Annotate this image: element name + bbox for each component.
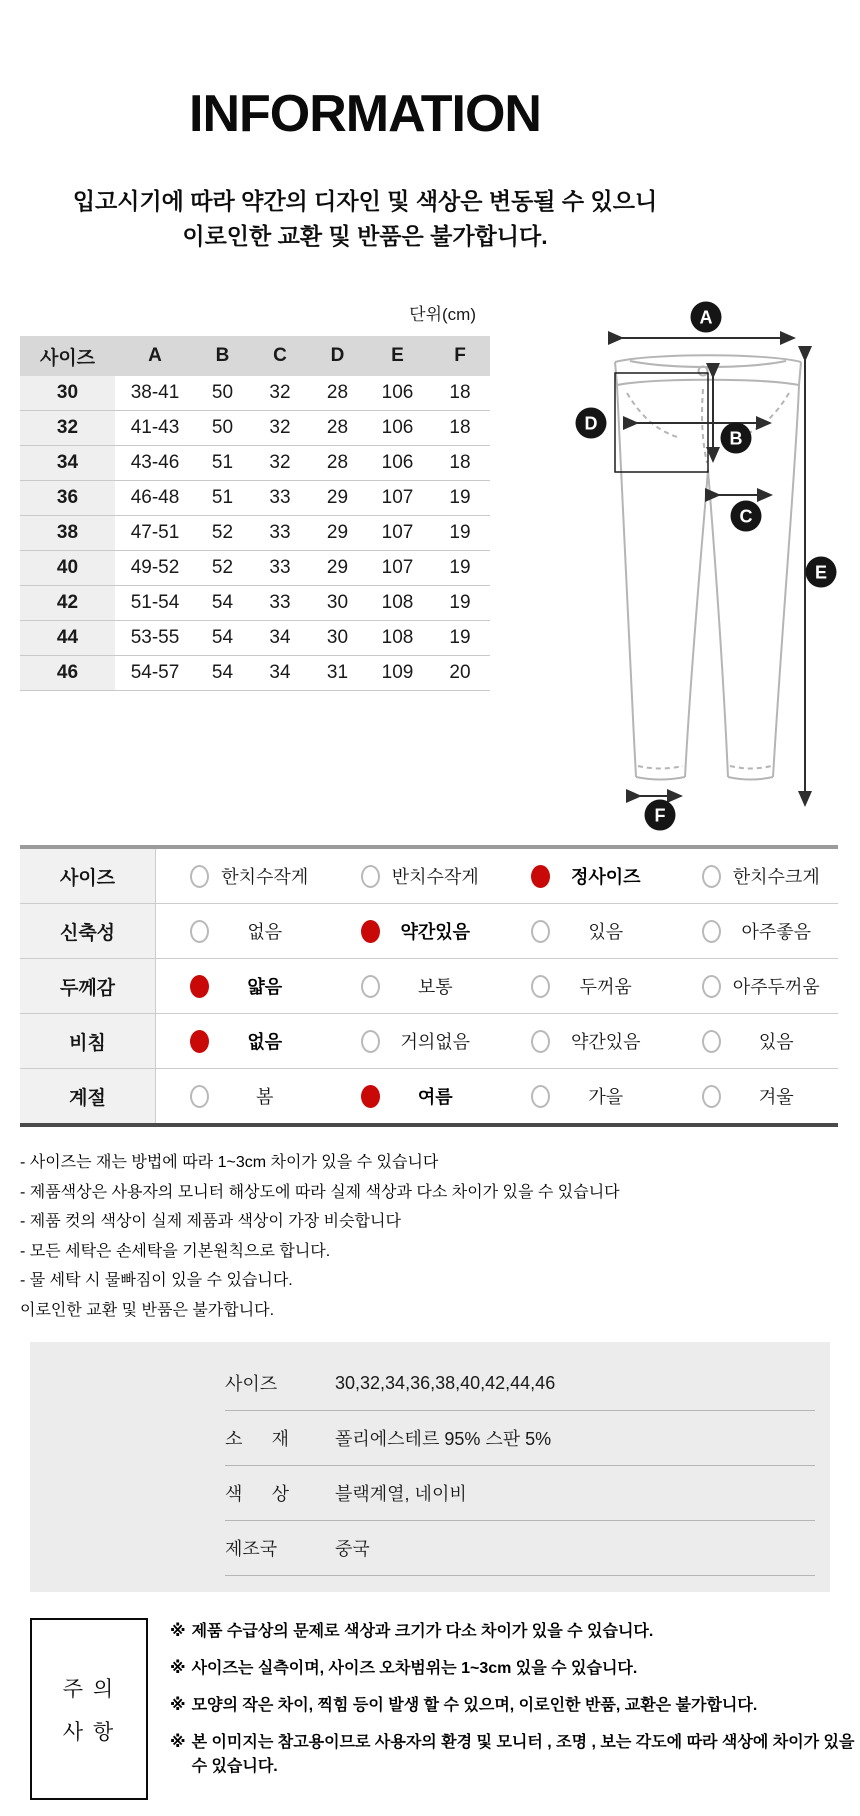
option-label: 약간있음 <box>570 1032 641 1052</box>
radio-option[interactable] <box>668 849 839 903</box>
measure-cell: 54 <box>195 586 250 621</box>
measure-cell: 52 <box>195 516 250 551</box>
radio-icon <box>531 1030 550 1053</box>
measure-cell: 18 <box>430 376 490 411</box>
label-c-icon <box>731 501 762 532</box>
option-label: 아주좋음 <box>741 922 812 942</box>
page-header <box>0 84 730 254</box>
table-row <box>20 411 490 446</box>
table-row <box>20 376 490 411</box>
reference-mark-icon: ※ <box>170 1623 186 1640</box>
size-cell: 40 <box>20 551 115 586</box>
measure-cell: 19 <box>430 481 490 516</box>
note-line: - 물 세탁 시 물빠짐이 있을 수 있습니다. <box>20 1272 293 1289</box>
product-info-rows <box>225 1356 815 1576</box>
radio-icon <box>702 1085 721 1108</box>
svg-text:E: E <box>814 562 828 583</box>
caution-item <box>170 1620 860 1644</box>
measure-cell: 52 <box>195 551 250 586</box>
radio-icon <box>531 1085 550 1108</box>
caution-item-text: 제품 수급상의 문제로 색상과 크기가 다소 차이가 있을 수 있습니다. <box>191 1623 654 1640</box>
table-row <box>20 481 490 516</box>
measure-cell: 33 <box>250 586 310 621</box>
product-info-row <box>225 1411 815 1466</box>
page-title: INFORMATION <box>189 85 541 143</box>
caution-title-line-1: 주 의 <box>62 1677 116 1701</box>
caution-item-text: 본 이미지는 참고용이므로 사용자의 환경 및 모니터 , 조명 , 보는 각도에 따라 색상에 차이가 있을 수 있습니다. <box>191 1734 855 1775</box>
option-label: 가을 <box>588 1087 624 1107</box>
measure-cell: 49-52 <box>115 551 195 586</box>
svg-text:D: D <box>584 413 598 434</box>
radio-icon <box>531 920 550 943</box>
options-group <box>156 1014 838 1068</box>
measure-cell: 51 <box>195 481 250 516</box>
option-label: 여름 <box>417 1087 453 1107</box>
measure-cell: 33 <box>250 481 310 516</box>
radio-selected-icon <box>531 865 550 888</box>
measure-cell: 50 <box>195 376 250 411</box>
svg-text:B: B <box>729 428 743 449</box>
measure-cell: 32 <box>250 376 310 411</box>
note-line: - 모든 세탁은 손세탁을 기본원칙으로 합니다. <box>20 1242 331 1260</box>
size-table-body <box>20 376 490 691</box>
product-info-row <box>225 1521 815 1576</box>
label-a-icon <box>691 302 722 333</box>
attribute-row <box>20 849 838 904</box>
size-column-header: F <box>430 336 490 376</box>
radio-option[interactable] <box>156 1069 327 1123</box>
measure-cell: 53-55 <box>115 621 195 656</box>
option-label: 두꺼움 <box>579 977 632 997</box>
size-column-header: 사이즈 <box>20 336 115 376</box>
measure-cell: 51-54 <box>115 586 195 621</box>
reference-mark-icon: ※ <box>170 1734 186 1751</box>
radio-icon <box>531 975 550 998</box>
radio-selected-icon <box>361 1085 380 1108</box>
attribute-label: 신축성 <box>20 904 156 958</box>
radio-option[interactable] <box>668 904 839 958</box>
measure-cell: 41-43 <box>115 411 195 446</box>
option-label: 보통 <box>417 977 453 997</box>
measure-cell: 106 <box>365 446 430 481</box>
table-row <box>20 551 490 586</box>
label-d-icon <box>576 408 607 439</box>
measure-cell: 43-46 <box>115 446 195 481</box>
table-row <box>20 516 490 551</box>
option-label: 있음 <box>758 1032 794 1052</box>
product-info-row <box>225 1466 815 1521</box>
attribute-row <box>20 904 838 959</box>
measure-cell: 29 <box>310 516 365 551</box>
radio-option[interactable] <box>156 959 327 1013</box>
radio-option[interactable] <box>327 849 498 903</box>
measure-cell: 106 <box>365 376 430 411</box>
option-label: 한치수크게 <box>732 867 820 887</box>
measure-cell: 28 <box>310 376 365 411</box>
radio-icon <box>361 975 380 998</box>
option-label: 없음 <box>247 1032 283 1052</box>
radio-option[interactable] <box>668 1069 839 1123</box>
size-table <box>20 336 490 691</box>
attribute-row <box>20 1069 838 1123</box>
measure-cell: 34 <box>250 656 310 691</box>
measure-cell: 29 <box>310 481 365 516</box>
reference-mark-icon: ※ <box>170 1697 186 1714</box>
radio-option[interactable] <box>668 959 839 1013</box>
subtitle-line-1: 입고시기에 따라 약간의 디자인 및 색상은 변동될 수 있으니 <box>72 188 658 214</box>
option-label: 거의없음 <box>400 1032 471 1052</box>
radio-icon <box>361 865 380 888</box>
product-info-label: 색 상 <box>225 1484 289 1504</box>
label-b-icon <box>721 423 752 454</box>
size-cell: 32 <box>20 411 115 446</box>
product-info-value: 30,32,34,36,38,40,42,44,46 <box>335 1372 556 1393</box>
measure-cell: 30 <box>310 621 365 656</box>
attribute-label: 두께감 <box>20 959 156 1013</box>
attribute-label: 계절 <box>20 1069 156 1123</box>
options-group <box>156 904 838 958</box>
attribute-row <box>20 1014 838 1069</box>
measure-cell: 28 <box>310 446 365 481</box>
page-subtitle <box>0 184 730 254</box>
size-cell: 30 <box>20 376 115 411</box>
measure-cell: 20 <box>430 656 490 691</box>
caution-item <box>170 1694 860 1718</box>
size-column-header: C <box>250 336 310 376</box>
size-cell: 42 <box>20 586 115 621</box>
radio-option[interactable] <box>156 849 327 903</box>
radio-icon <box>190 1085 209 1108</box>
product-info-value: 폴리에스테르 95% 스판 5% <box>335 1429 552 1449</box>
size-cell: 38 <box>20 516 115 551</box>
measure-cell: 107 <box>365 551 430 586</box>
options-group <box>156 1069 838 1123</box>
product-info-value: 중국 <box>335 1539 370 1559</box>
label-f-icon <box>645 800 676 831</box>
subtitle-line-2: 이로인한 교환 및 반품은 불가합니다. <box>182 223 548 249</box>
measure-cell: 18 <box>430 411 490 446</box>
measure-cell: 51 <box>195 446 250 481</box>
unit-label: 단위(cm) <box>409 305 476 324</box>
measure-cell: 33 <box>250 516 310 551</box>
caution-item <box>170 1657 860 1681</box>
size-cell: 44 <box>20 621 115 656</box>
measure-cell: 18 <box>430 446 490 481</box>
measure-cell: 19 <box>430 516 490 551</box>
product-info-label: 사이즈 <box>225 1374 278 1394</box>
radio-option[interactable] <box>497 1014 668 1068</box>
caution-title-line-2: 사 항 <box>62 1720 116 1744</box>
option-label: 약간있음 <box>400 922 471 942</box>
notes-section <box>20 1148 820 1325</box>
note-line: 이로인한 교환 및 반품은 불가합니다. <box>20 1301 275 1319</box>
measure-cell: 19 <box>430 586 490 621</box>
option-label: 한치수작게 <box>221 867 309 887</box>
measure-cell: 107 <box>365 481 430 516</box>
radio-option[interactable] <box>497 959 668 1013</box>
svg-text:C: C <box>739 506 753 527</box>
size-column-header: A <box>115 336 195 376</box>
note-line: - 사이즈는 재는 방법에 따라 1~3cm 차이가 있을 수 있습니다 <box>20 1154 439 1171</box>
radio-icon <box>702 865 721 888</box>
radio-option[interactable] <box>668 1014 839 1068</box>
measure-cell: 32 <box>250 411 310 446</box>
radio-icon <box>190 865 209 888</box>
measure-cell: 46-48 <box>115 481 195 516</box>
table-row <box>20 586 490 621</box>
option-label: 반치수작게 <box>391 867 479 887</box>
caution-list <box>170 1620 860 1792</box>
pants-measurement-diagram <box>490 265 838 835</box>
measure-cell: 107 <box>365 516 430 551</box>
size-table-header-row <box>20 336 490 376</box>
attribute-row <box>20 959 838 1014</box>
attribute-label: 사이즈 <box>20 849 156 903</box>
radio-selected-icon <box>190 1030 209 1053</box>
size-cell: 36 <box>20 481 115 516</box>
option-label: 아주두꺼움 <box>732 977 820 997</box>
measure-cell: 50 <box>195 411 250 446</box>
size-cell: 46 <box>20 656 115 691</box>
option-label: 없음 <box>247 922 283 942</box>
caution-item-text: 모양의 작은 차이, 찍힘 등이 발생 할 수 있으며, 이로인한 반품, 교환은 불가합니다. <box>191 1697 758 1714</box>
product-info-label: 제조국 <box>225 1539 278 1559</box>
radio-option[interactable] <box>156 1014 327 1068</box>
measure-cell: 38-41 <box>115 376 195 411</box>
radio-icon <box>702 1030 721 1053</box>
measure-cell: 28 <box>310 411 365 446</box>
radio-option[interactable] <box>327 1069 498 1123</box>
radio-option[interactable] <box>497 1069 668 1123</box>
label-e-icon <box>806 557 837 588</box>
measure-cell: 33 <box>250 551 310 586</box>
radio-option[interactable] <box>327 1014 498 1068</box>
attribute-table <box>20 845 838 1127</box>
option-label: 겨울 <box>758 1087 794 1107</box>
caution-item-text: 사이즈는 실측이며, 사이즈 오차범위는 1~3cm 있을 수 있습니다. <box>191 1660 638 1677</box>
radio-icon <box>702 975 721 998</box>
radio-icon <box>361 1030 380 1053</box>
measure-cell: 54-57 <box>115 656 195 691</box>
options-group <box>156 959 838 1013</box>
radio-option[interactable] <box>497 904 668 958</box>
caution-title-box <box>30 1618 148 1800</box>
measure-cell: 32 <box>250 446 310 481</box>
options-group <box>156 849 838 903</box>
radio-selected-icon <box>190 975 209 998</box>
radio-option[interactable] <box>497 849 668 903</box>
option-label: 봄 <box>256 1087 274 1107</box>
measure-cell: 30 <box>310 586 365 621</box>
size-column-header: B <box>195 336 250 376</box>
measure-cell: 19 <box>430 551 490 586</box>
product-info-label: 소 재 <box>225 1429 289 1449</box>
measure-cell: 34 <box>250 621 310 656</box>
option-label: 있음 <box>588 922 624 942</box>
measure-cell: 108 <box>365 621 430 656</box>
radio-option[interactable] <box>156 904 327 958</box>
measure-cell: 47-51 <box>115 516 195 551</box>
radio-option[interactable] <box>327 959 498 1013</box>
svg-text:A: A <box>699 307 713 328</box>
measure-cell: 31 <box>310 656 365 691</box>
radio-selected-icon <box>361 920 380 943</box>
measure-cell: 54 <box>195 656 250 691</box>
measure-cell: 108 <box>365 586 430 621</box>
radio-option[interactable] <box>327 904 498 958</box>
note-line: - 제품색상은 사용자의 모니터 해상도에 따라 실제 색상과 다소 차이가 있을 수 있습니다 <box>20 1183 620 1201</box>
radio-icon <box>190 920 209 943</box>
option-label: 얇음 <box>247 977 283 997</box>
table-row <box>20 621 490 656</box>
option-label: 정사이즈 <box>570 867 641 887</box>
product-info-box <box>30 1342 830 1592</box>
measure-cell: 106 <box>365 411 430 446</box>
size-column-header: E <box>365 336 430 376</box>
product-info-row <box>225 1356 815 1411</box>
radio-icon <box>702 920 721 943</box>
reference-mark-icon: ※ <box>170 1660 186 1677</box>
table-row <box>20 446 490 481</box>
table-row <box>20 656 490 691</box>
measure-cell: 54 <box>195 621 250 656</box>
size-column-header: D <box>310 336 365 376</box>
measure-cell: 29 <box>310 551 365 586</box>
attribute-label: 비침 <box>20 1014 156 1068</box>
caution-item <box>170 1731 860 1779</box>
measure-cell: 19 <box>430 621 490 656</box>
product-info-value: 블랙계열, 네이비 <box>335 1484 467 1504</box>
measure-cell: 109 <box>365 656 430 691</box>
svg-text:F: F <box>654 805 666 826</box>
size-cell: 34 <box>20 446 115 481</box>
note-line: - 제품 컷의 색상이 실제 제품과 색상이 가장 비슷합니다 <box>20 1213 401 1230</box>
